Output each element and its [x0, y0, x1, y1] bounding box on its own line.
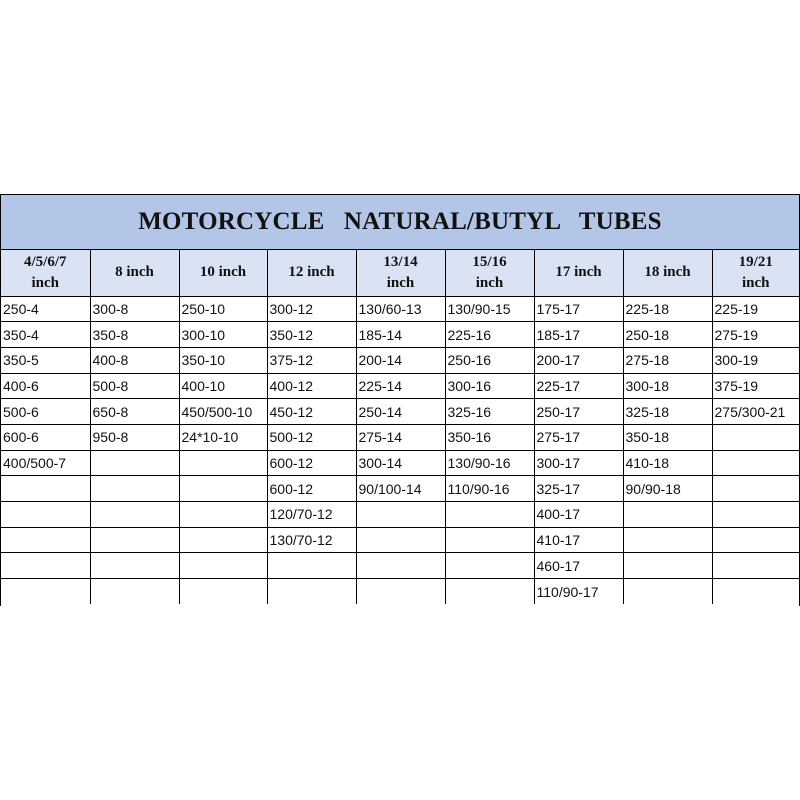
table-title: MOTORCYCLE NATURAL/BUTYL TUBES [1, 194, 799, 250]
table-cell [90, 553, 179, 579]
table-cell [1, 579, 90, 605]
table-cell [90, 476, 179, 502]
table-cell: 250-16 [445, 347, 534, 373]
table-row [1, 579, 799, 605]
table-cell: 250-4 [1, 296, 90, 322]
table-row [1, 296, 799, 322]
table-cell: 375-19 [712, 373, 799, 399]
table-cell: 325-18 [623, 399, 712, 425]
table-cell: 410-17 [534, 527, 623, 553]
table-cell: 350-4 [1, 322, 90, 348]
table-row [1, 399, 799, 425]
table-cell: 350-16 [445, 424, 534, 450]
table-cell [623, 527, 712, 553]
tube-size-table [0, 194, 800, 606]
table-cell: 250-10 [179, 296, 267, 322]
table-cell: 300-16 [445, 373, 534, 399]
table-cell: 200-17 [534, 347, 623, 373]
table-body [1, 296, 799, 604]
table-cell [712, 579, 799, 605]
column-header: 15/16 inch [445, 250, 534, 296]
table-cell [1, 502, 90, 528]
table-cell [90, 527, 179, 553]
table-cell: 225-14 [356, 373, 445, 399]
table-cell [712, 476, 799, 502]
table-cell: 175-17 [534, 296, 623, 322]
table-cell: 325-16 [445, 399, 534, 425]
table-cell [267, 553, 356, 579]
column-header: 8 inch [90, 250, 179, 296]
table-cell: 130/90-16 [445, 450, 534, 476]
table-cell [179, 553, 267, 579]
table-cell: 325-17 [534, 476, 623, 502]
table-cell [179, 502, 267, 528]
table-row [1, 476, 799, 502]
table-cell [90, 502, 179, 528]
column-header: 18 inch [623, 250, 712, 296]
table-cell: 400/500-7 [1, 450, 90, 476]
table-cell [356, 527, 445, 553]
table-cell: 350-12 [267, 322, 356, 348]
table-cell: 300-17 [534, 450, 623, 476]
table-cell: 275-14 [356, 424, 445, 450]
table-cell [90, 450, 179, 476]
table-cell: 225-18 [623, 296, 712, 322]
table-row [1, 322, 799, 348]
table-cell: 600-12 [267, 450, 356, 476]
table-cell: 300-14 [356, 450, 445, 476]
table-row [1, 424, 799, 450]
table-cell: 225-19 [712, 296, 799, 322]
table-cell: 350-5 [1, 347, 90, 373]
table-row [1, 373, 799, 399]
table-cell: 275-19 [712, 322, 799, 348]
table-cell [356, 502, 445, 528]
table-cell [712, 450, 799, 476]
table-cell: 500-6 [1, 399, 90, 425]
table-cell: 400-17 [534, 502, 623, 528]
table-cell: 600-6 [1, 424, 90, 450]
table-cell [179, 527, 267, 553]
size-grid [1, 250, 799, 604]
table-cell [179, 579, 267, 605]
table-cell [445, 527, 534, 553]
table-cell: 300-10 [179, 322, 267, 348]
table-cell: 250-14 [356, 399, 445, 425]
table-cell: 130/60-13 [356, 296, 445, 322]
table-cell [179, 476, 267, 502]
table-cell: 275/300-21 [712, 399, 799, 425]
table-cell: 185-14 [356, 322, 445, 348]
table-cell: 450/500-10 [179, 399, 267, 425]
table-cell: 300-18 [623, 373, 712, 399]
header-row [1, 250, 799, 296]
table-row [1, 527, 799, 553]
table-cell [1, 527, 90, 553]
table-row [1, 347, 799, 373]
table-row [1, 553, 799, 579]
table-cell [179, 450, 267, 476]
table-cell: 350-10 [179, 347, 267, 373]
column-header: 4/5/6/7 inch [1, 250, 90, 296]
table-cell [712, 502, 799, 528]
table-cell [356, 579, 445, 605]
table-cell: 350-18 [623, 424, 712, 450]
table-cell: 250-18 [623, 322, 712, 348]
table-cell: 225-17 [534, 373, 623, 399]
column-header: 13/14 inch [356, 250, 445, 296]
table-cell: 600-12 [267, 476, 356, 502]
table-row [1, 450, 799, 476]
table-cell [1, 553, 90, 579]
table-cell: 200-14 [356, 347, 445, 373]
table-cell: 24*10-10 [179, 424, 267, 450]
table-cell: 120/70-12 [267, 502, 356, 528]
table-cell [445, 553, 534, 579]
column-header: 17 inch [534, 250, 623, 296]
table-cell: 410-18 [623, 450, 712, 476]
table-cell [356, 553, 445, 579]
table-cell [712, 424, 799, 450]
table-cell: 275-18 [623, 347, 712, 373]
table-cell: 375-12 [267, 347, 356, 373]
table-cell: 300-19 [712, 347, 799, 373]
table-cell [1, 476, 90, 502]
column-header: 19/21 inch [712, 250, 799, 296]
table-cell: 225-16 [445, 322, 534, 348]
column-header: 12 inch [267, 250, 356, 296]
table-cell: 110/90-17 [534, 579, 623, 605]
table-cell: 400-10 [179, 373, 267, 399]
table-cell: 275-17 [534, 424, 623, 450]
table-cell: 90/100-14 [356, 476, 445, 502]
table-cell [90, 579, 179, 605]
table-cell: 400-12 [267, 373, 356, 399]
table-cell [267, 579, 356, 605]
table-cell: 400-6 [1, 373, 90, 399]
table-cell: 90/90-18 [623, 476, 712, 502]
table-cell: 400-8 [90, 347, 179, 373]
table-cell: 500-8 [90, 373, 179, 399]
table-cell: 450-12 [267, 399, 356, 425]
table-cell: 950-8 [90, 424, 179, 450]
table-cell: 130/90-15 [445, 296, 534, 322]
table-cell: 110/90-16 [445, 476, 534, 502]
column-header: 10 inch [179, 250, 267, 296]
table-cell [445, 502, 534, 528]
table-cell [623, 579, 712, 605]
table-row [1, 502, 799, 528]
table-cell: 460-17 [534, 553, 623, 579]
table-cell [712, 553, 799, 579]
table-cell [623, 553, 712, 579]
table-cell: 350-8 [90, 322, 179, 348]
table-cell: 130/70-12 [267, 527, 356, 553]
table-cell: 250-17 [534, 399, 623, 425]
table-cell [623, 502, 712, 528]
table-cell [445, 579, 534, 605]
table-cell: 300-8 [90, 296, 179, 322]
table-cell: 500-12 [267, 424, 356, 450]
table-cell [712, 527, 799, 553]
table-cell: 300-12 [267, 296, 356, 322]
table-cell: 185-17 [534, 322, 623, 348]
table-cell: 650-8 [90, 399, 179, 425]
